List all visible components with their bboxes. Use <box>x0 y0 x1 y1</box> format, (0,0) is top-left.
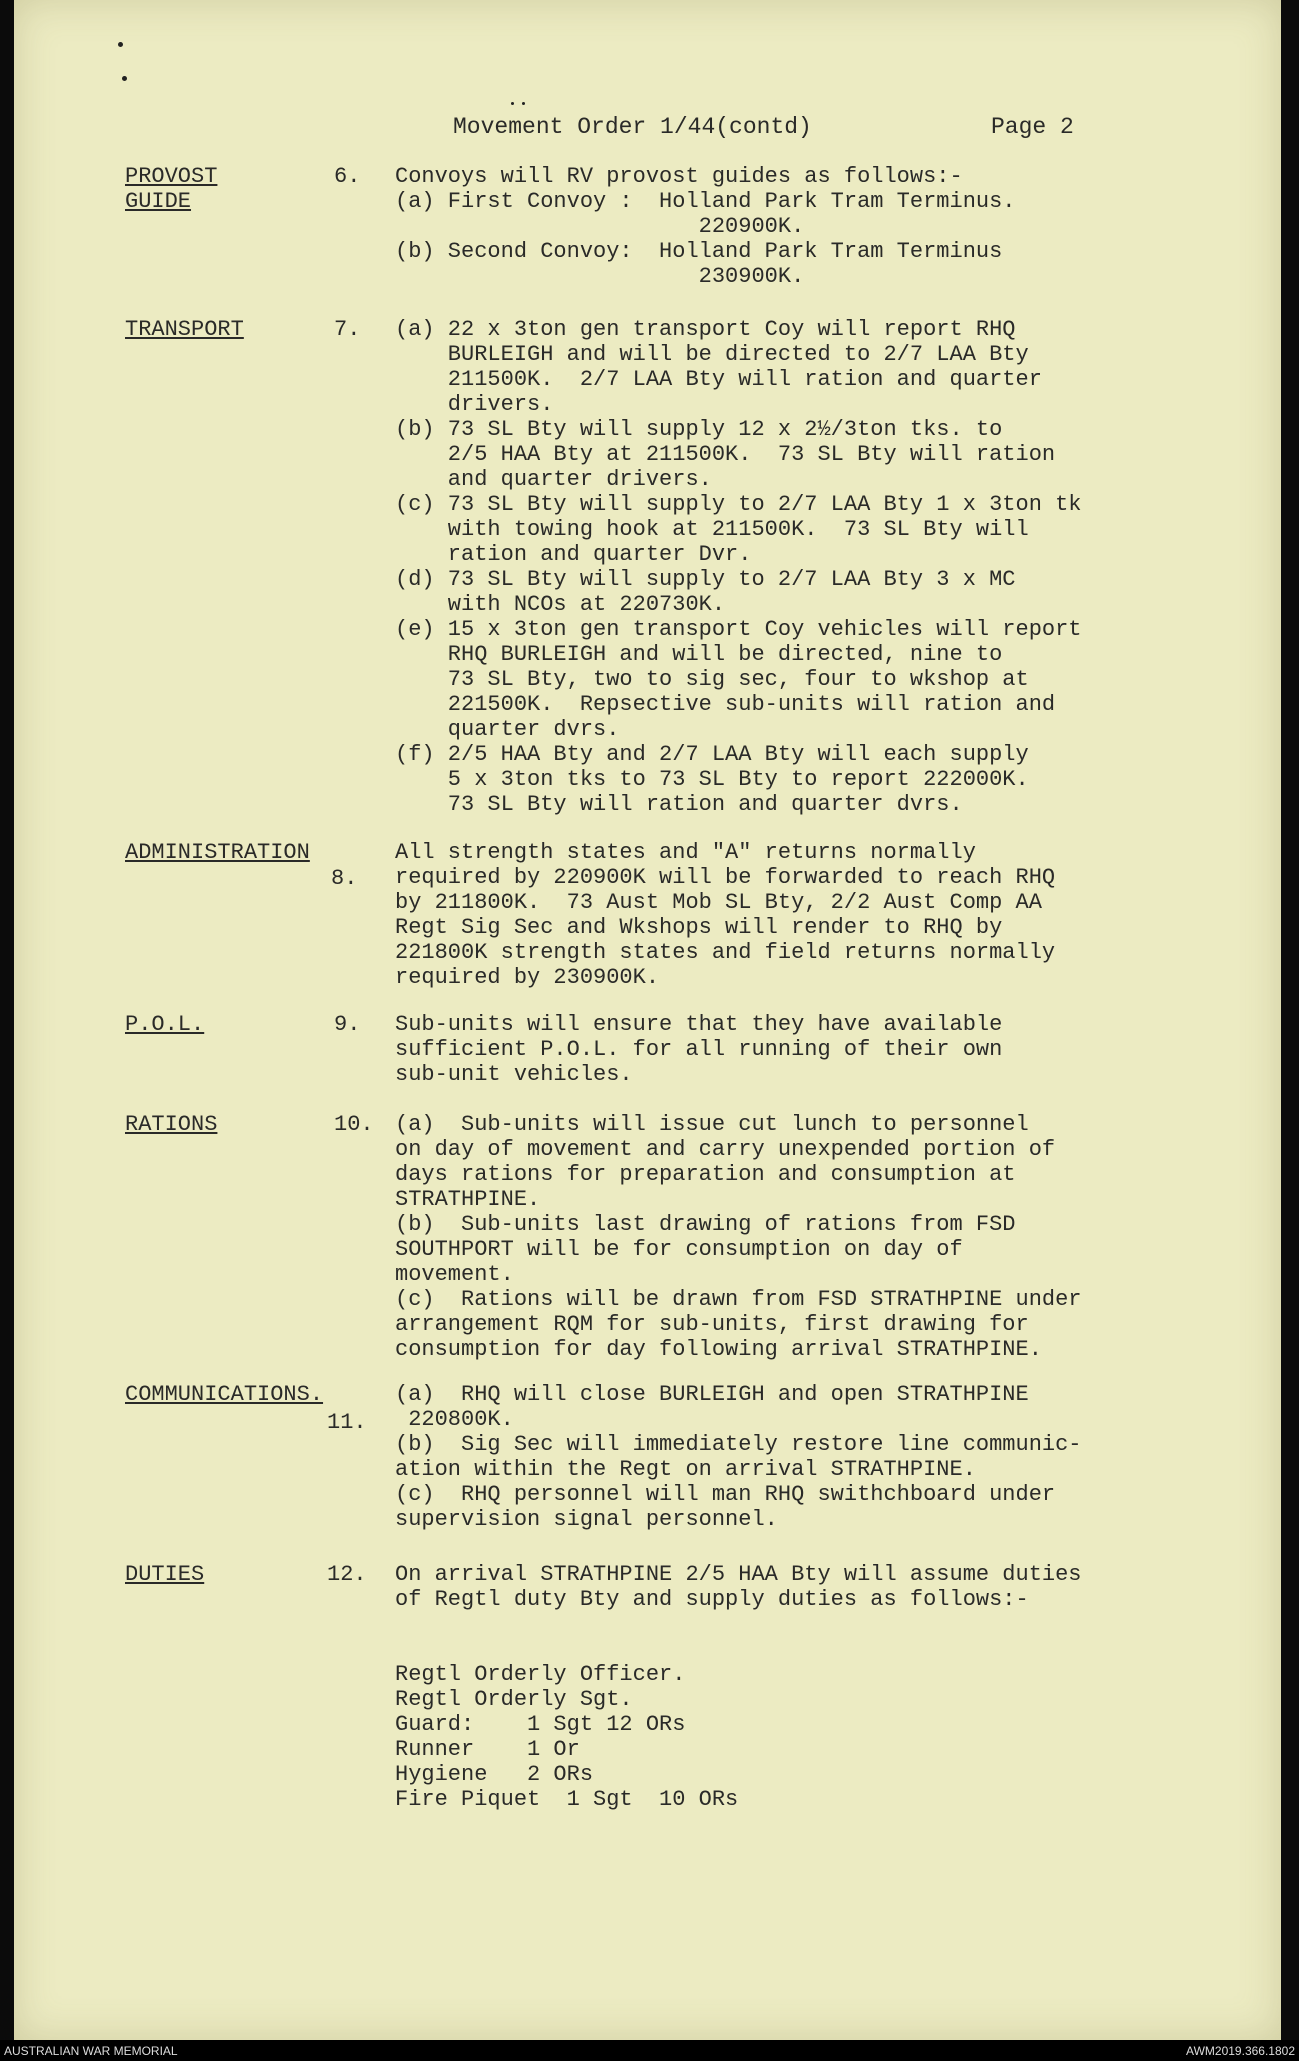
punch-mark <box>511 102 514 105</box>
section-text-administration: All strength states and "A" returns normally required by 220900K will be forwarded to reach RHQ by 211800K. 73 Aust Mob SL Bty, 2/2 Aust Comp AA Regt Sig Sec and Wkshops will render to RHQ by 221800K strength states and field returns normally required by 230900K. <box>395 840 1056 990</box>
section-number: 6. <box>334 164 361 189</box>
section-text-rations: (a) Sub-units will issue cut lunch to personnel on day of movement and carry unexpended portion of days rations for preparation and consumption at STRATHPINE. (b) Sub-units last drawing of rations from FSD SOUTHPORT will be for consumption on day of movement. (c) Rations will be drawn from FSD STRATHPINE under arrangement RQM for sub-units, first drawing for consumption for day following arrival STRATHPINE. <box>395 1112 1082 1362</box>
section-number: 8. <box>331 866 358 891</box>
section-label-administration: ADMINISTRATION <box>125 840 310 865</box>
section-text-pol: Sub-units will ensure that they have available sufficient P.O.L. for all running of their own sub-unit vehicles. <box>395 1012 1003 1087</box>
section-label-communications: COMMUNICATIONS. <box>125 1382 324 1407</box>
section-label-pol: P.O.L. <box>125 1012 205 1037</box>
document-page <box>14 0 1281 2040</box>
section-text-transport: (a) 22 x 3ton gen transport Coy will report RHQ BURLEIGH and will be directed to 2/7 LAA Bty 211500K. 2/7 LAA Bty will ration and quarter drivers. (b) 73 SL Bty will supply 12 x 2½/3ton tks. to 2/5 HAA Bty at 211500K. 73 SL Bty will ration and quarter drivers. (c) 73 SL Bty will supply to 2/7 LAA Bty 1 x 3ton tk with towing hook at 211500K. 73 SL Bty will ration and quarter Dvr. (d) 73 SL Bty will supply to 2/7 LAA Bty 3 x MC with NCOs at 220730K. (e) 15 x 3ton gen transport Coy vehicles will report RHQ BURLEIGH and will be directed, nine to 73 SL Bty, two to sig sec, four to wkshop at 221500K. Repsective sub-units will ration and quarter dvrs. (f) 2/5 HAA Bty and 2/7 LAA Bty will each supply 5 x 3ton tks to 73 SL Bty to report 222000K. 73 SL Bty will ration and quarter dvrs. <box>395 317 1082 817</box>
section-text-provost-guide: Convoys will RV provost guides as follows:- (a) First Convoy : Holland Park Tram Terminus. 220900K. (b) Second Convoy: Holland Park Tram Terminus 230900K. <box>395 164 1016 289</box>
footer-source: AUSTRALIAN WAR MEMORIAL <box>4 2044 178 2058</box>
section-number: 9. <box>334 1012 361 1037</box>
punch-mark <box>522 102 525 105</box>
section-text-communications: (a) RHQ will close BURLEIGH and open STRATHPINE 220800K. (b) Sig Sec will immediately restore line communic- ation within the Regt on arrival STRATHPINE. (c) RHQ personnel will man RHQ swithchboard under supervision signal personnel. <box>395 1382 1082 1532</box>
section-number: 12. <box>327 1562 367 1587</box>
section-label-provost-guide: PROVOST GUIDE <box>125 164 218 214</box>
section-number: 11. <box>327 1410 367 1435</box>
footer-reference: AWM2019.366.1802 <box>1186 2044 1295 2058</box>
punch-mark <box>122 76 127 81</box>
section-number: 7. <box>334 317 361 342</box>
section-label-transport: TRANSPORT <box>125 317 244 342</box>
punch-mark <box>118 42 123 47</box>
document-title: Movement Order 1/44(contd) <box>453 114 812 140</box>
section-label-rations: RATIONS <box>125 1112 218 1137</box>
page-number: Page 2 <box>991 114 1074 140</box>
section-text-duties: On arrival STRATHPINE 2/5 HAA Bty will assume duties of Regtl duty Bty and supply duties as follows:- Regtl Orderly Officer. Regtl Orderly Sgt. Guard: 1 Sgt 12 ORs Runner 1 Or Hygiene 2 ORs Fire Piquet 1 Sgt 10 ORs <box>395 1562 1082 1812</box>
section-label-duties: DUTIES <box>125 1562 205 1587</box>
section-number: 10. <box>334 1112 374 1137</box>
archive-footer <box>0 2040 1299 2061</box>
